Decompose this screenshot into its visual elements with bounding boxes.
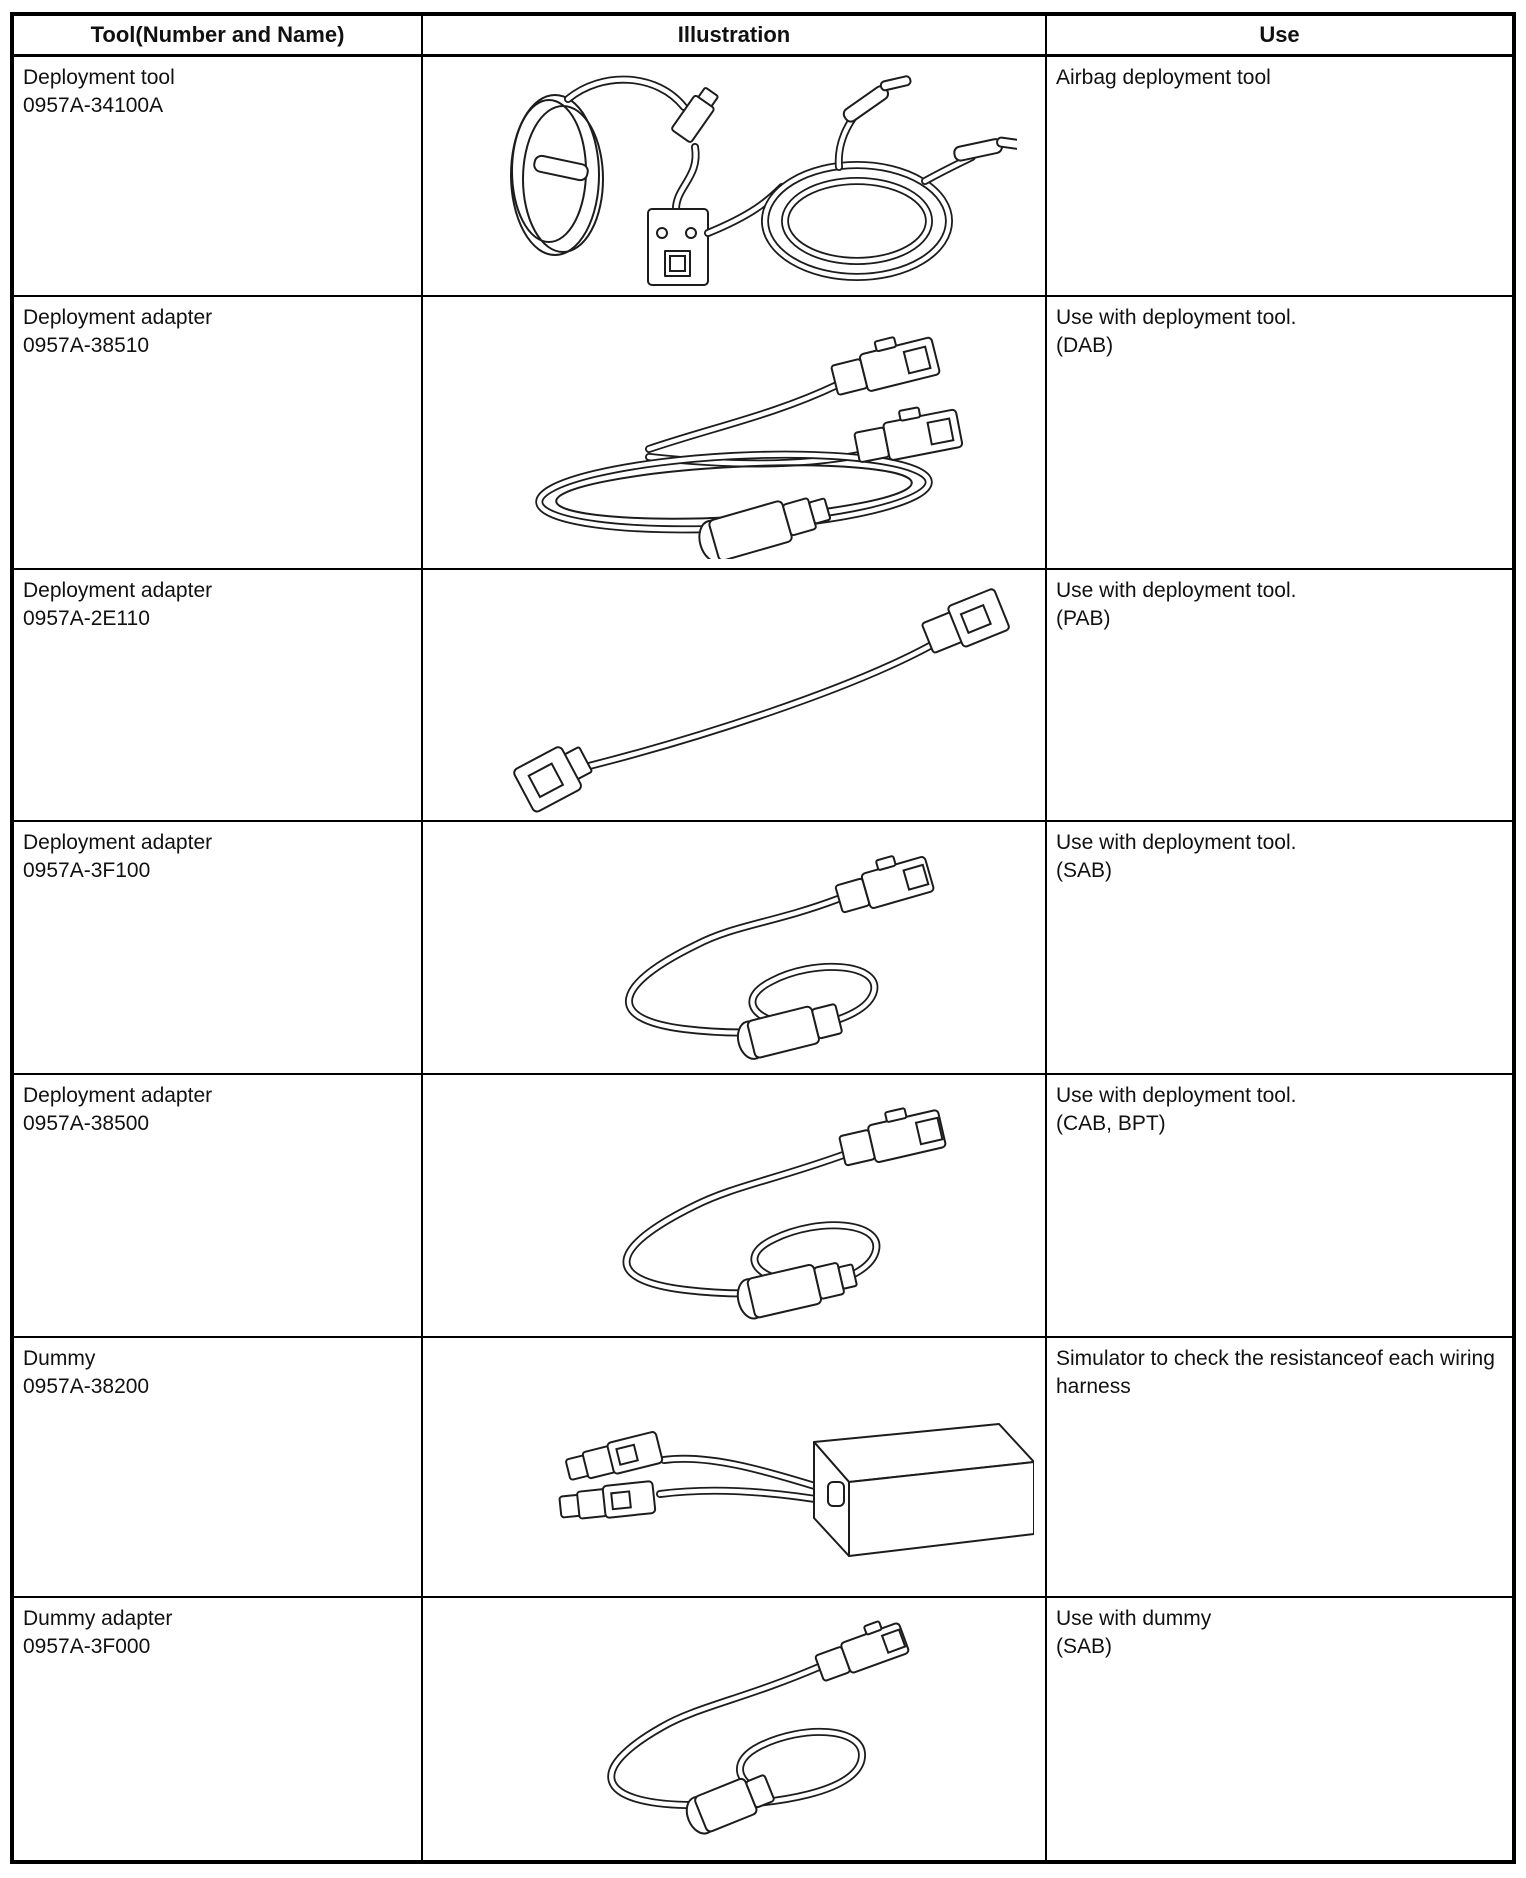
- illustration-cell: [423, 570, 1047, 822]
- illustration-cell: [423, 1075, 1047, 1338]
- use-line: (PAB): [1056, 606, 1111, 630]
- tool-name: Deployment tool: [23, 66, 175, 89]
- special-service-tools-table: [10, 12, 1516, 1864]
- column-header-tool: Tool(Number and Name): [14, 16, 423, 57]
- tool-number: 0957A-34100A: [23, 93, 164, 117]
- airbag-deployment-tool-drawing: [452, 65, 1017, 287]
- tool-name: Dummy adapter: [23, 1607, 173, 1630]
- use-line: (DAB): [1056, 333, 1114, 357]
- tool-number: 0957A-2E110: [23, 606, 150, 630]
- tool-number: 0957A-38200: [23, 1374, 150, 1398]
- tool-cell: [14, 1598, 423, 1860]
- use-cell: [1047, 822, 1512, 1075]
- use-line: Simulator to check the resistanceof each wiring harness: [1056, 1347, 1495, 1398]
- use-line: Airbag deployment tool: [1056, 66, 1271, 89]
- use-line: Use with dummy: [1056, 1607, 1212, 1630]
- deployment-adapter-sab-drawing: [434, 823, 1034, 1073]
- tool-number: 0957A-3F100: [23, 858, 151, 882]
- deployment-adapter-pab-drawing: [434, 575, 1034, 815]
- column-header-use: Use: [1047, 16, 1512, 57]
- use-line: (CAB, BPT): [1056, 1111, 1166, 1135]
- use-line: Use with deployment tool.: [1056, 831, 1297, 854]
- use-cell: [1047, 1598, 1512, 1860]
- illustration-cell: [423, 297, 1047, 570]
- use-cell: [1047, 1338, 1512, 1598]
- tool-cell: [14, 1075, 423, 1338]
- use-cell: [1047, 570, 1512, 822]
- use-line: (SAB): [1056, 1634, 1113, 1658]
- tool-number: 0957A-38510: [23, 333, 150, 357]
- use-cell: [1047, 1075, 1512, 1338]
- use-line: (SAB): [1056, 858, 1113, 882]
- use-line: Use with deployment tool.: [1056, 1084, 1297, 1107]
- illustration-cell: [423, 822, 1047, 1075]
- use-cell: [1047, 297, 1512, 570]
- tool-name: Deployment adapter: [23, 579, 213, 602]
- tool-name: Deployment adapter: [23, 1084, 213, 1107]
- tool-name: Deployment adapter: [23, 831, 213, 854]
- dummy-adapter-sab-drawing: [434, 1603, 1034, 1855]
- illustration-cell: [423, 1338, 1047, 1598]
- tool-cell: [14, 822, 423, 1075]
- illustration-cell: [423, 57, 1047, 297]
- tool-cell: [14, 57, 423, 297]
- use-line: Use with deployment tool.: [1056, 306, 1297, 329]
- tool-number: 0957A-38500: [23, 1111, 150, 1135]
- tool-name: Dummy: [23, 1347, 96, 1370]
- column-header-illustration: Illustration: [423, 16, 1047, 57]
- tool-name: Deployment adapter: [23, 306, 213, 329]
- use-cell: [1047, 57, 1512, 297]
- dummy-simulator-drawing: [434, 1342, 1034, 1592]
- tool-cell: [14, 570, 423, 822]
- deployment-adapter-dab-drawing: [434, 307, 1034, 559]
- deployment-adapter-cab-bpt-drawing: [434, 1080, 1034, 1332]
- tool-cell: [14, 1338, 423, 1598]
- tool-number: 0957A-3F000: [23, 1634, 151, 1658]
- use-line: Use with deployment tool.: [1056, 579, 1297, 602]
- illustration-cell: [423, 1598, 1047, 1860]
- tool-cell: [14, 297, 423, 570]
